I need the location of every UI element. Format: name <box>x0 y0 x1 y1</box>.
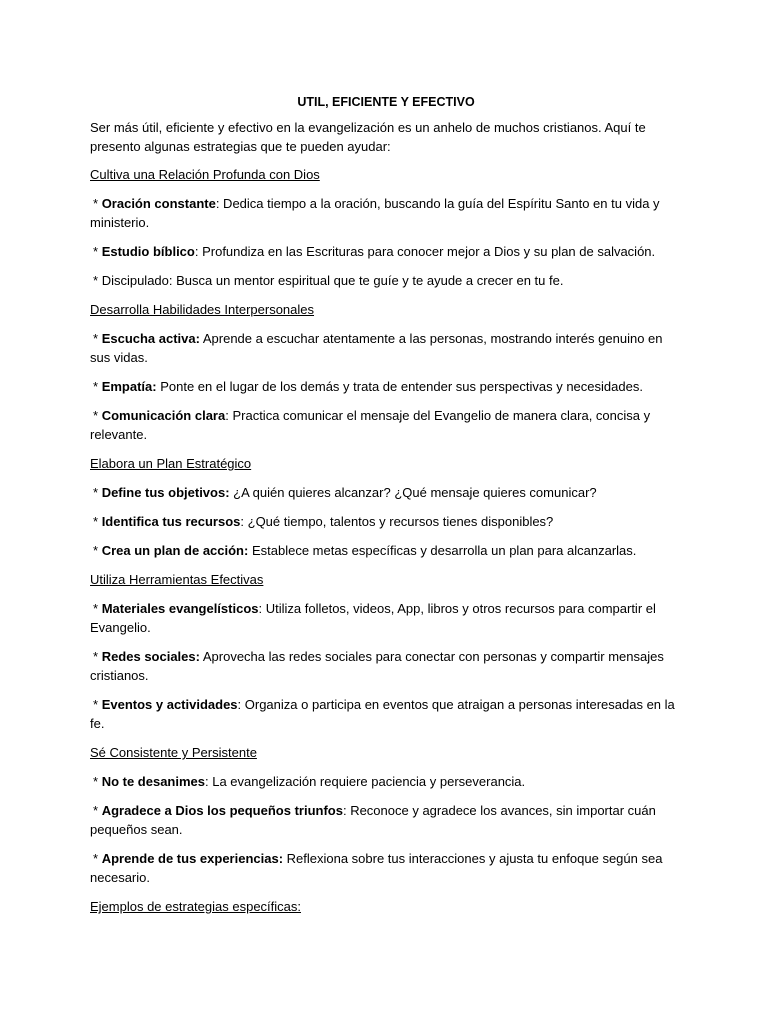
bullet-asterisk: * <box>93 244 99 259</box>
intro-paragraph: Ser más útil, eficiente y efectivo en la evangelización es un anhelo de muchos cristianos. Aquí te presento algunas estrategias que te pueden ayudar: <box>90 120 646 154</box>
item-term: Oración constante <box>101 196 216 211</box>
list-item <box>90 772 682 791</box>
bullet-asterisk: * <box>93 774 99 789</box>
item-text: Ponte en el lugar de los demás y trata de entender sus perspectivas y necesidades. <box>156 379 643 394</box>
list-item <box>90 695 682 733</box>
list-item <box>90 512 682 531</box>
bullet-asterisk: * <box>93 601 99 616</box>
item-text: Aprende a escuchar atentamente a las personas, mostrando interés genuino en sus vidas. <box>90 331 663 365</box>
item-text: : ¿Qué tiempo, talentos y recursos tienes disponibles? <box>240 514 554 529</box>
list-item <box>90 329 682 367</box>
item-term: Estudio bíblico <box>101 244 195 259</box>
bullet-asterisk: * <box>93 649 99 664</box>
sections-container <box>90 165 682 916</box>
list-item <box>90 483 682 502</box>
section-heading: Desarrolla Habilidades Interpersonales <box>90 302 315 317</box>
item-text: : Organiza o participa en eventos que atraigan a personas interesadas en la fe. <box>90 697 675 731</box>
item-term: Crea un plan de acción: <box>101 543 249 558</box>
item-term: Comunicación clara <box>101 408 226 423</box>
item-term: Aprende de tus experiencias: <box>101 851 284 866</box>
document-title: UTIL, EFICIENTE Y EFECTIVO <box>297 95 475 109</box>
list-item <box>90 599 682 637</box>
list-item <box>90 377 682 396</box>
item-text: : Practica comunicar el mensaje del Evangelio de manera clara, concisa y relevante. <box>90 408 651 442</box>
item-term: Identifica tus recursos <box>101 514 241 529</box>
item-text: : Utiliza folletos, videos, App, libros y otros recursos para compartir el Evangelio. <box>90 601 656 635</box>
list-item <box>90 849 682 887</box>
list-item <box>90 406 682 444</box>
item-text: : La evangelización requiere paciencia y perseverancia. <box>205 774 526 789</box>
bullet-asterisk: * <box>93 196 99 211</box>
item-term: Escucha activa: <box>101 331 200 346</box>
list-item <box>90 242 682 261</box>
item-term: Empatía: <box>101 379 157 394</box>
bullet-asterisk: * <box>93 803 99 818</box>
item-text: : Reconoce y agradece los avances, sin importar cuán pequeños sean. <box>90 803 656 837</box>
section-heading: Ejemplos de estrategias específicas: <box>90 899 301 914</box>
item-text: Establece metas específicas y desarrolla un plan para alcanzarlas. <box>248 543 637 558</box>
item-term: Eventos y actividades <box>101 697 238 712</box>
section-heading: Sé Consistente y Persistente <box>90 745 257 760</box>
list-item <box>90 801 682 839</box>
bullet-asterisk: * <box>93 851 99 866</box>
list-item <box>90 647 682 685</box>
list-item <box>90 194 682 232</box>
item-term: No te desanimes <box>101 774 206 789</box>
item-text: Discipulado: Busca un mentor espiritual que te guíe y te ayude a crecer en tu fe. <box>101 273 564 288</box>
bullet-asterisk: * <box>93 697 99 712</box>
list-item <box>90 541 682 560</box>
item-term: Materiales evangelísticos <box>101 601 259 616</box>
item-term: Define tus objetivos: <box>101 485 230 500</box>
document-page <box>90 95 682 926</box>
item-text: Aprovecha las redes sociales para conectar con personas y compartir mensajes cristianos. <box>90 649 664 683</box>
item-text: : Dedica tiempo a la oración, buscando la guía del Espíritu Santo en tu vida y ministerio. <box>90 196 660 230</box>
bullet-asterisk: * <box>93 514 99 529</box>
section-heading: Cultiva una Relación Profunda con Dios <box>90 167 320 182</box>
item-text: Reflexiona sobre tus interacciones y ajusta tu enfoque según sea necesario. <box>90 851 663 885</box>
item-text: : Profundiza en las Escrituras para conocer mejor a Dios y su plan de salvación. <box>194 244 656 259</box>
bullet-asterisk: * <box>93 543 99 558</box>
item-term: Redes sociales: <box>101 649 200 664</box>
bullet-asterisk: * <box>93 408 99 423</box>
bullet-asterisk: * <box>93 485 99 500</box>
section-heading: Elabora un Plan Estratégico <box>90 456 252 471</box>
item-term: Agradece a Dios los pequeños triunfos <box>101 803 343 818</box>
list-item <box>90 271 682 290</box>
bullet-asterisk: * <box>93 273 99 288</box>
item-text: ¿A quién quieres alcanzar? ¿Qué mensaje quieres comunicar? <box>229 485 597 500</box>
bullet-asterisk: * <box>93 379 99 394</box>
bullet-asterisk: * <box>93 331 99 346</box>
section-heading: Utiliza Herramientas Efectivas <box>90 572 264 587</box>
